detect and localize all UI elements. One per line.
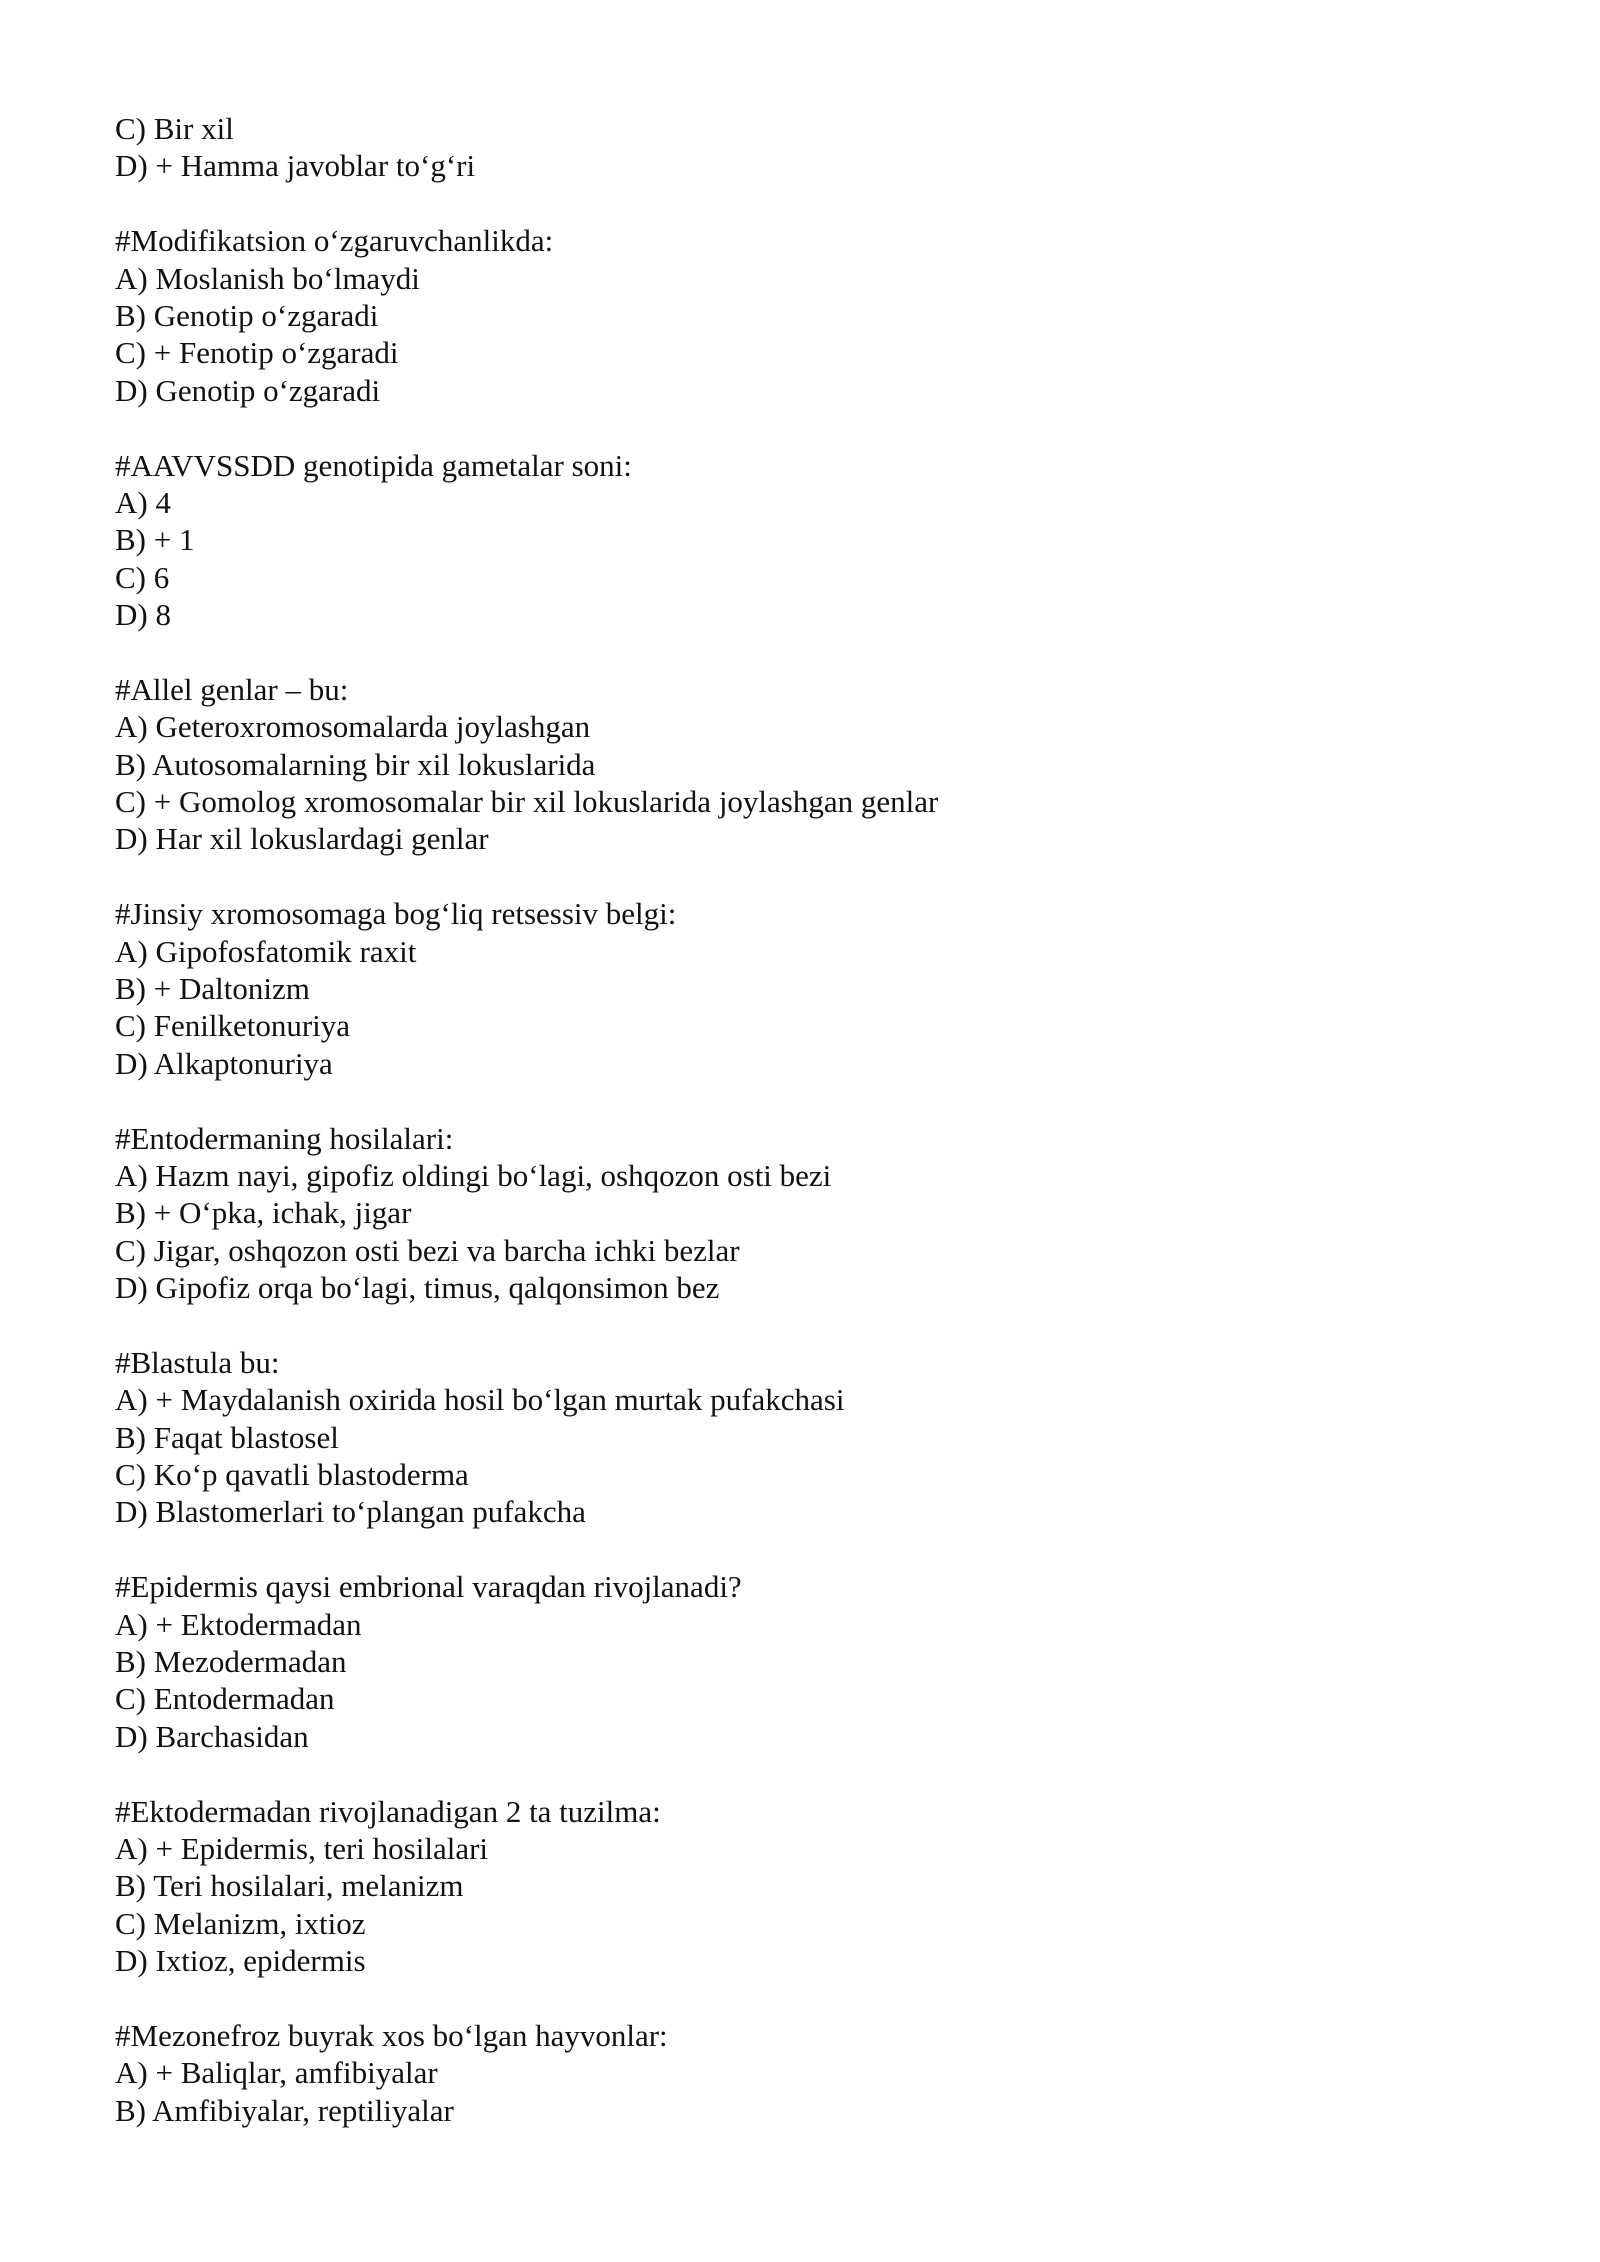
option-text: B) Faqat blastosel [115, 1419, 339, 1455]
question-text: #AAVVSSDD genotipida gametalar soni: [115, 447, 632, 483]
lead-options-block [115, 110, 1515, 185]
option-text: A) Gipofosfatomik raxit [115, 933, 417, 969]
option-text: B) Amfibiyalar, reptiliyalar [115, 2092, 454, 2128]
question-text: #Modifikatsion o‘zgaruvchanlikda: [115, 223, 554, 259]
option-text: C) Fenilketonuriya [115, 1008, 351, 1044]
question-text: #Epidermis qaysi embrional varaqdan rivojlanadi? [115, 1569, 742, 1605]
option-text: C) + Fenotip o‘zgaradi [115, 335, 399, 371]
question-block-3 [115, 671, 1515, 858]
option-text: D) + Hamma javoblar to‘g‘ri [115, 148, 476, 184]
option-text: B) + Daltonizm [115, 970, 310, 1006]
option-text: B) Teri hosilalari, melanizm [115, 1868, 464, 1904]
option-text: B) + O‘pka, ichak, jigar [115, 1195, 412, 1231]
option-text: C) + Gomolog xromosomalar bir xil lokuslarida joylashgan genlar [115, 784, 939, 820]
option-text: A) Geteroxromosomalarda joylashgan [115, 709, 591, 745]
option-text: D) Barchasidan [115, 1718, 309, 1754]
option-text: A) + Ektodermadan [115, 1606, 362, 1642]
question-block-6 [115, 1344, 1515, 1531]
option-text: D) Har xil lokuslardagi genlar [115, 821, 489, 857]
option-text: B) + 1 [115, 522, 195, 558]
question-text: #Mezonefroz buyrak xos bo‘lgan hayvonlar: [115, 2017, 668, 2053]
document-page [115, 110, 1515, 2166]
option-text: C) Ko‘p qavatli blastoderma [115, 1457, 469, 1493]
option-text: B) Autosomalarning bir xil lokuslarida [115, 746, 596, 782]
question-block-8 [115, 1793, 1515, 1980]
question-text: #Ektodermadan rivojlanadigan 2 ta tuzilma: [115, 1793, 661, 1829]
question-block-4 [115, 895, 1515, 1082]
option-text: D) Alkaptonuriya [115, 1045, 333, 1081]
option-text: A) + Baliqlar, amfibiyalar [115, 2055, 438, 2091]
question-text: #Jinsiy xromosomaga bog‘liq retsessiv belgi: [115, 896, 677, 932]
option-text: D) Blastomerlari to‘plangan pufakcha [115, 1494, 586, 1530]
option-text: A) + Epidermis, teri hosilalari [115, 1830, 489, 1866]
option-text: C) Melanizm, ixtioz [115, 1905, 366, 1941]
question-block-2 [115, 447, 1515, 634]
option-text: C) Entodermadan [115, 1681, 335, 1717]
option-text: A) + Maydalanish oxirida hosil bo‘lgan murtak pufakchasi [115, 1382, 845, 1418]
option-text: A) Hazm nayi, gipofiz oldingi bo‘lagi, oshqozon osti bezi [115, 1157, 832, 1193]
option-text: D) Ixtioz, epidermis [115, 1943, 366, 1979]
option-text: A) Moslanish bo‘lmaydi [115, 260, 420, 296]
question-text: #Allel genlar – bu: [115, 671, 349, 707]
question-block-7 [115, 1568, 1515, 1755]
question-block-9 [115, 2017, 1515, 2129]
question-block-1 [115, 222, 1515, 409]
option-text: D) 8 [115, 597, 171, 633]
option-text: B) Mezodermadan [115, 1644, 347, 1680]
option-text: A) 4 [115, 484, 171, 520]
question-block-5 [115, 1120, 1515, 1307]
option-text: D) Genotip o‘zgaradi [115, 372, 381, 408]
option-text: D) Gipofiz orqa bo‘lagi, timus, qalqonsimon bez [115, 1270, 720, 1306]
option-text: C) Jigar, oshqozon osti bezi va barcha ichki bezlar [115, 1232, 740, 1268]
question-text: #Entodermaning hosilalari: [115, 1120, 454, 1156]
question-text: #Blastula bu: [115, 1344, 280, 1380]
option-text: C) 6 [115, 559, 170, 595]
option-text: B) Genotip o‘zgaradi [115, 297, 379, 333]
option-text: C) Bir xil [115, 111, 234, 146]
